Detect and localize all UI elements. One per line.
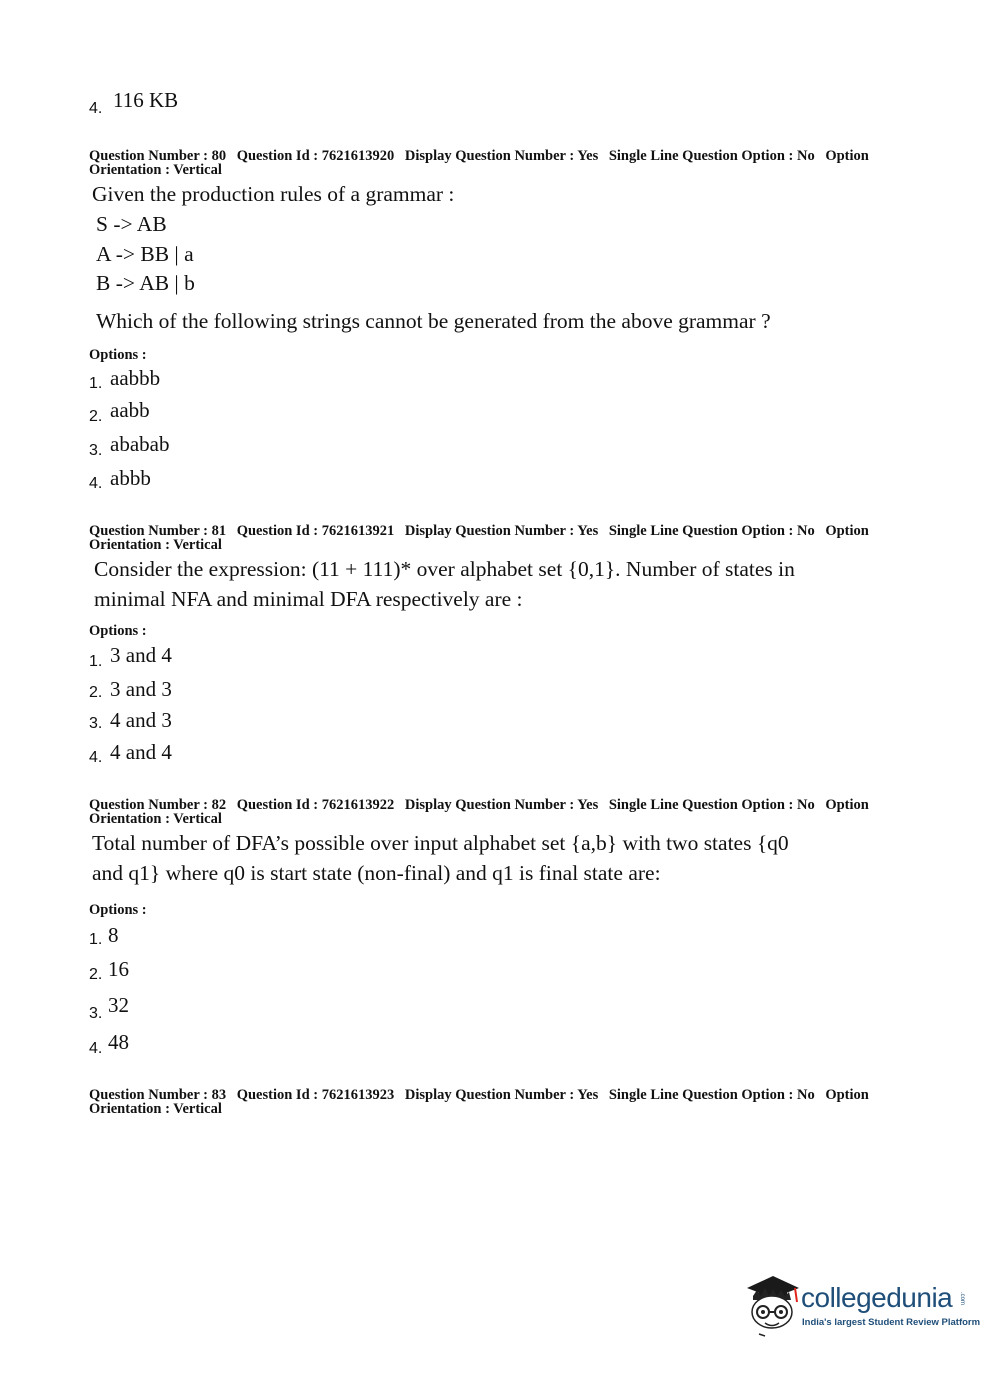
option-text: 3 and 4 xyxy=(110,643,172,667)
brand-suffix: .com xyxy=(959,1292,965,1306)
option-number: 2. xyxy=(89,408,103,425)
option-text: ababab xyxy=(110,432,170,456)
orientation: Orientation : Vertical xyxy=(89,1101,222,1117)
q80-options-label: Options : xyxy=(89,347,147,363)
single-line-option: Single Line Question Option : No xyxy=(608,1087,815,1103)
option-orientation-label: Option xyxy=(825,148,869,164)
brand-tagline: India's largest Student Review Platform xyxy=(802,1317,981,1328)
single-line-option: Single Line Question Option : No xyxy=(608,148,815,164)
option-number: 4. xyxy=(89,100,103,117)
option-number: 2. xyxy=(89,966,103,983)
option-text: 116 KB xyxy=(113,88,179,112)
q82-stem-line-2: and q1} where q0 is start state (non-final) and q1 is final state are: xyxy=(92,861,661,885)
question-id: Question Id : 7621613923 xyxy=(236,1087,395,1103)
brand-name: collegedunia xyxy=(801,1282,953,1313)
q80-rule-b: B -> AB | b xyxy=(96,271,195,295)
display-question-number: Display Question Number : Yes xyxy=(404,797,599,813)
q81-stem-line-2: minimal NFA and minimal DFA respectively are : xyxy=(94,587,523,611)
option-number: 3. xyxy=(89,715,103,732)
option-text: 8 xyxy=(108,923,119,947)
option-number: 1. xyxy=(89,653,103,670)
option-number: 1. xyxy=(89,931,103,948)
q83-metadata xyxy=(89,1088,869,1116)
question-id: Question Id : 7621613920 xyxy=(236,148,395,164)
option-text: 3 and 3 xyxy=(110,677,172,701)
option-text: 32 xyxy=(108,993,129,1017)
single-line-option: Single Line Question Option : No xyxy=(608,797,815,813)
question-number: Question Number : 83 xyxy=(89,1087,227,1103)
option-number: 4. xyxy=(89,1040,103,1057)
q82-metadata xyxy=(89,798,869,826)
option-number: 4. xyxy=(89,475,103,492)
q81-options-label: Options : xyxy=(89,623,147,639)
option-number: 4. xyxy=(89,749,103,766)
display-question-number: Display Question Number : Yes xyxy=(404,1087,599,1103)
option-text: abbb xyxy=(110,466,151,490)
orientation: Orientation : Vertical xyxy=(89,162,222,178)
single-line-option: Single Line Question Option : No xyxy=(608,523,815,539)
display-question-number: Display Question Number : Yes xyxy=(404,523,599,539)
option-text: 48 xyxy=(108,1030,129,1054)
question-number: Question Number : 81 xyxy=(89,523,227,539)
q80-rule-a: A -> BB | a xyxy=(96,242,194,266)
q81-metadata xyxy=(89,524,869,552)
option-number: 2. xyxy=(89,684,103,701)
option-orientation-label: Option xyxy=(825,797,869,813)
q80-question: Which of the following strings cannot be generated from the above grammar ? xyxy=(96,309,771,333)
collegedunia-logo xyxy=(743,1268,981,1340)
option-text: aabb xyxy=(110,398,150,422)
option-text: 16 xyxy=(108,957,129,981)
question-number: Question Number : 80 xyxy=(89,148,227,164)
option-orientation-label: Option xyxy=(825,523,869,539)
q80-stem: Given the production rules of a grammar : xyxy=(92,182,455,206)
q80-metadata xyxy=(89,149,869,177)
option-number: 3. xyxy=(89,1005,103,1022)
option-text: aabbb xyxy=(110,366,161,390)
option-number: 1. xyxy=(89,375,103,392)
q82-stem-line-1: Total number of DFA’s possible over input alphabet set {a,b} with two states {q0 xyxy=(92,831,789,855)
mascot-icon xyxy=(743,1268,801,1340)
q82-options-label: Options : xyxy=(89,902,147,918)
option-text: 4 and 4 xyxy=(110,740,172,764)
option-orientation-label: Option xyxy=(825,1087,869,1103)
question-number: Question Number : 82 xyxy=(89,797,227,813)
q80-rule-s: S -> AB xyxy=(96,212,167,236)
option-text: 4 and 3 xyxy=(110,708,172,732)
orientation: Orientation : Vertical xyxy=(89,537,222,553)
question-id: Question Id : 7621613921 xyxy=(236,523,395,539)
orientation: Orientation : Vertical xyxy=(89,811,222,827)
display-question-number: Display Question Number : Yes xyxy=(404,148,599,164)
q81-stem-line-1: Consider the expression: (11 + 111)* over alphabet set {0,1}. Number of states in xyxy=(94,557,795,581)
option-number: 3. xyxy=(89,442,103,459)
question-id: Question Id : 7621613922 xyxy=(236,797,395,813)
